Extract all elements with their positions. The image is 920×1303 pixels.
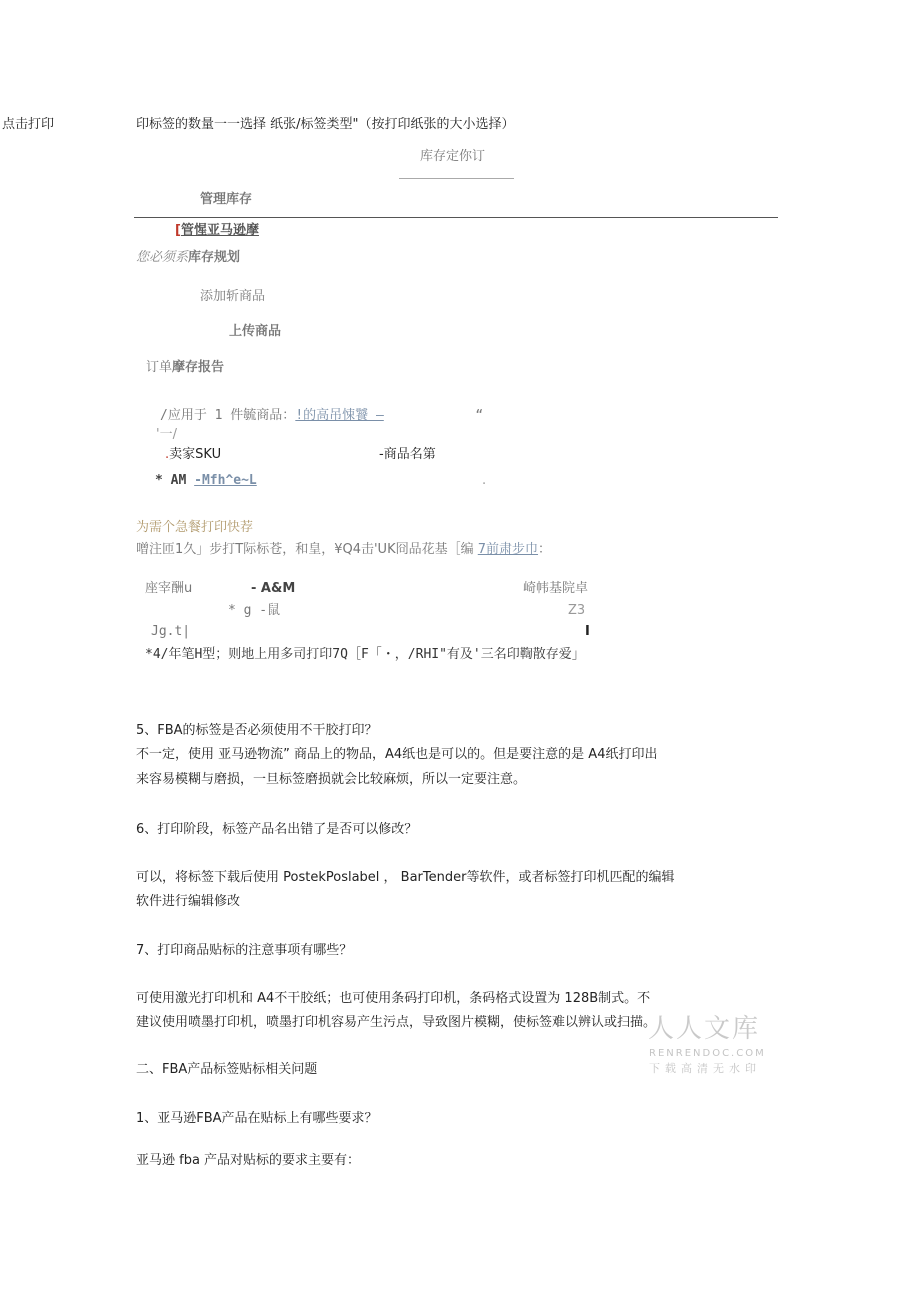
am-link[interactable]: -Mfh^e~L — [194, 473, 257, 488]
desc-link[interactable]: 7前肃步巾 — [477, 542, 539, 557]
table-row2-col1: * g -鼠 — [228, 603, 281, 618]
table-row3-col1: Jg.t| — [151, 624, 191, 639]
dash-line: '一/ — [156, 427, 177, 442]
q6-line1: 可以，将标签下载后使用 PostekPoslabel ， BarTender等软件，或者标签打印机匹配的编辑 — [136, 870, 675, 885]
q5-line2: 来容易模糊与磨损，一旦标签磨损就会比较麻烦，所以一定要注意。 — [136, 772, 527, 787]
section2-title: 二、FBA产品标签贴标相关问题 — [136, 1062, 318, 1077]
q6-title: 6、打印阶段，标签产品名出错了是否可以修改？ — [136, 822, 418, 837]
apply-prefix: /应用于 1 件毓商品： — [160, 408, 296, 423]
watermark-title: 人人文库 — [648, 1014, 761, 1044]
q7-line1: 可使用激光打印机和 A4不干胶纸；也可使用条码打印机，条码格式设置为 128B制式。不 — [136, 991, 651, 1006]
s1-title: 1、亚马逊FBA产品在贴标上有哪些要求？ — [136, 1111, 378, 1126]
s1-line1: 亚马逊 fba 产品对贴标的要求主要有： — [136, 1153, 361, 1168]
planning-prefix: 您必须系 — [136, 250, 189, 265]
manage-amazon-label: 管惺亚马逊摩 — [180, 223, 259, 238]
am-dot: . — [482, 473, 487, 488]
menu-underline — [399, 178, 514, 179]
manage-inventory-menu[interactable]: 管理库存 — [200, 192, 253, 207]
q7-title: 7、打印商品贴标的注意事项有哪些？ — [136, 943, 353, 958]
print-instruction: 印标签的数量一一选择 纸张/标签类型"（按打印纸张的大小选择） — [136, 117, 515, 132]
menu-divider — [134, 217, 778, 218]
table-row1-col2: - A&M — [251, 581, 296, 596]
table-row3-col2: I — [585, 624, 590, 639]
table-row1-col1: 座宰酬u — [145, 581, 193, 596]
desc-suffix: ： — [538, 542, 552, 557]
apply-quote: “ — [475, 408, 484, 423]
apply-row — [160, 408, 483, 424]
q5-title: 5、FBA的标签是否必须使用不干胶打印？ — [136, 723, 378, 738]
watermark-domain: RENRENDOC.COM — [649, 1048, 766, 1059]
seller-sku-text: 卖家SKU — [169, 447, 222, 462]
am-row — [155, 473, 257, 489]
add-product-menu-item[interactable]: 添加斩商品 — [200, 289, 266, 304]
print-section-title: 为需个急餐打印快荐 — [136, 520, 254, 535]
upload-product-menu-item[interactable]: 上传商品 — [229, 324, 282, 339]
table-row2-col2: Z3 — [568, 603, 586, 618]
print-section-desc — [136, 542, 551, 558]
report-prefix: 订单 — [146, 360, 173, 375]
q7-line2: 建议使用喷墨打印机，喷墨打印机容易产生污点，导致图片模糊，使标签难以辨认或扫描。 — [136, 1015, 657, 1030]
q6-line2: 软件进行编辑修改 — [136, 894, 241, 909]
product-name-label: -商品名第 — [379, 447, 436, 462]
report-label: 摩存报告 — [172, 360, 225, 375]
bracket-marker: [ — [175, 223, 181, 238]
planning-label: 库存规划 — [188, 250, 241, 265]
am-star: * AM — [155, 473, 187, 488]
inventory-custom-menu[interactable]: 库存定你订 — [420, 149, 486, 164]
q5-line1: 不一定，使用 亚马逊物流” 商品上的物品，A4纸也是可以的。但是要注意的是 A4纸打印出 — [136, 747, 658, 762]
inventory-planning-menu-item[interactable] — [136, 250, 240, 266]
print-click-label: 点击打印 — [2, 117, 55, 132]
table-row4: *4/年笔H型；则地上用多司打印7Q［F「・，/RHI"有及'三名印鞫散存爱」 — [145, 647, 585, 662]
table-row1-col3: 崎帏基院卓 — [523, 581, 589, 596]
inventory-report-menu-item[interactable] — [146, 360, 224, 376]
manage-amazon-menu-item[interactable] — [175, 223, 259, 239]
watermark-slogan: 下载高清无水印 — [649, 1062, 761, 1075]
seller-sku-dot: . — [165, 447, 170, 462]
seller-sku-label — [165, 447, 221, 463]
apply-link[interactable]: !的高吊悚饕 — — [295, 408, 384, 423]
desc-prefix: 噌注匝1久」步打T际标苍，和皇，¥Q4击'UK冏品花基［编 — [136, 542, 474, 557]
